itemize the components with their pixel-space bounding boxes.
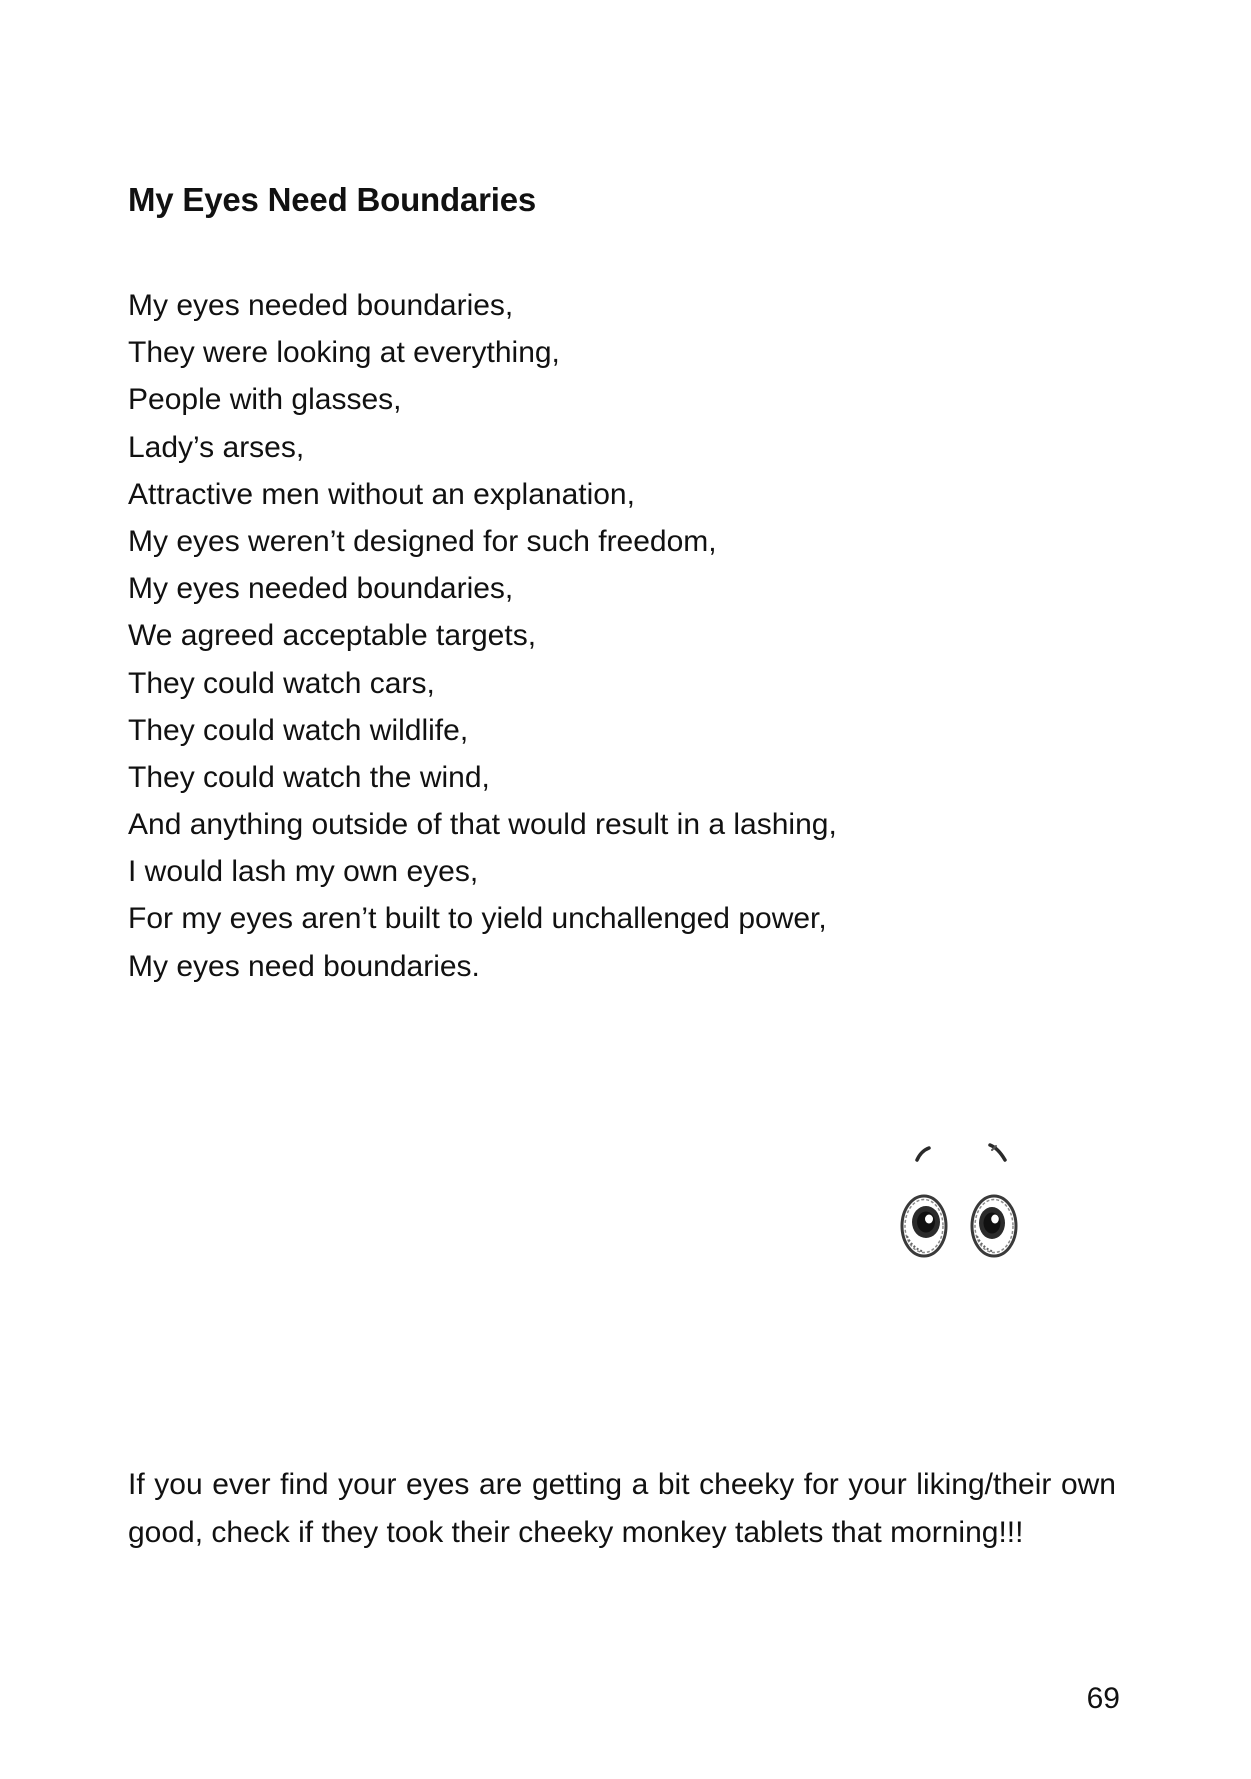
footnote-paragraph: If you ever find your eyes are getting a bit cheeky for your liking/their own good, check if they took their cheeky monkey tablets that morning!!! [128, 1468, 1116, 1549]
poem-line: My eyes needed boundaries, [128, 289, 514, 322]
poem-line: We agreed acceptable targets, [128, 619, 537, 653]
poem-line: They were looking at everything, [128, 336, 560, 370]
cartoon-eyes-icon [880, 1132, 1040, 1272]
poem-line: My eyes need boundaries. [128, 949, 480, 983]
right-eyebrow-icon [990, 1145, 1005, 1160]
poem-line: Attractive men without an explanation, [128, 477, 635, 511]
poem-line: My eyes needed boundaries, [128, 572, 514, 606]
poem-line: I would lash my own eyes, [128, 855, 479, 889]
poem-line: They could watch the wind, [128, 760, 490, 794]
poem-line: For my eyes aren’t built to yield unchallenged power, [128, 902, 827, 936]
poem-line: And anything outside of that would result in a lashing, [128, 808, 837, 842]
page-number: 69 [1086, 1682, 1120, 1715]
poem-title: My Eyes Need Boundaries [128, 181, 537, 218]
left-eyebrow-icon [917, 1148, 929, 1160]
poem-line: They could watch wildlife, [128, 713, 469, 747]
poem-line: Lady’s arses, [128, 430, 305, 464]
poem-body [128, 282, 1128, 990]
right-eye-icon [972, 1196, 1016, 1256]
poem-line: My eyes weren’t designed for such freedom, [128, 524, 717, 558]
poem-line: People with glasses, [128, 383, 402, 417]
poem-line: They could watch cars, [128, 666, 435, 700]
left-eye-icon [902, 1196, 946, 1256]
